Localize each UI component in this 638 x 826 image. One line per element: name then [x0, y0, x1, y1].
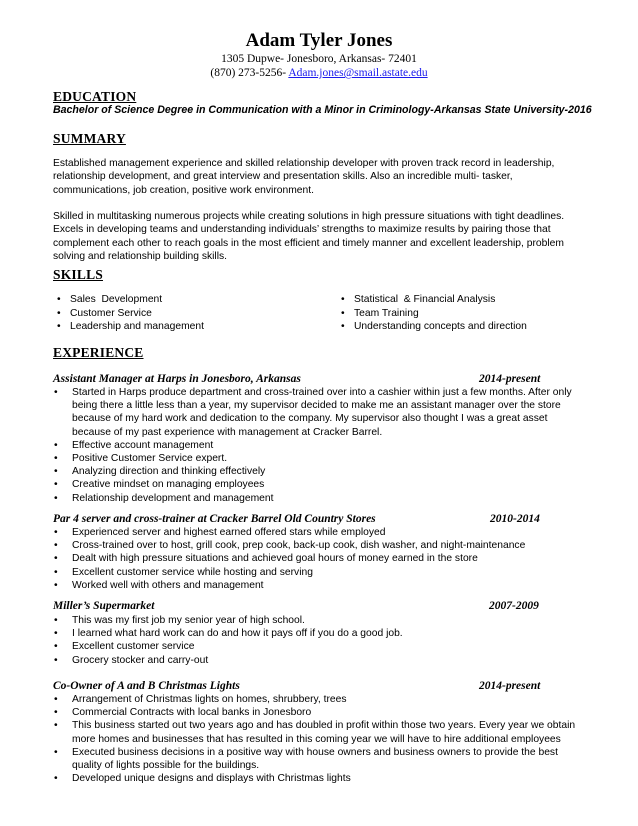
job-bullets — [53, 386, 588, 505]
bullet-item: • This business started out two years ago and has doubled in profit within those two years. Every year we obtain more homes and businesses that has resulted in this coming year we will have to hire additional employees — [53, 719, 588, 745]
skill-item: • Statistical & Financial Analysis — [339, 293, 527, 307]
bullet-item: • Effective account management — [53, 439, 588, 452]
job-years: 2010-2014 — [490, 513, 540, 525]
bullet-item: • Creative mindset on managing employees — [53, 478, 588, 491]
bullet-item: • Commercial Contracts with local banks in Jonesboro — [53, 706, 588, 719]
skill-item: • Leadership and management — [55, 320, 204, 334]
skills-list-right — [339, 293, 527, 334]
job-title: Co-Owner of A and B Christmas Lights — [53, 680, 240, 692]
summary-heading: SUMMARY — [53, 131, 126, 146]
summary-paragraph-1: Established management experience and skilled relationship developer with proven track record in leadership, relationship development, and great interview and presentation skills. Also an incredible multi- tasker, communications, job creation, positive work environment. — [53, 158, 555, 196]
bullet-item: • Positive Customer Service expert. — [53, 452, 588, 465]
experience-heading: EXPERIENCE — [53, 345, 144, 360]
bullet-item: • Cross-trained over to host, grill cook, prep cook, back-up cook, dish washer, and night-maintenance — [53, 539, 588, 552]
job-title: Assistant Manager at Harps in Jonesboro, Arkansas — [53, 373, 301, 385]
summary-paragraph-2: Skilled in multitasking numerous projects while creating solutions in high pressure situations with tight deadlines. Excels in developing teams and understanding individuals’ strengths to maximize results by pairing those that complement each other to reach goals in the most efficient and timely manner and excellent leadership, problem solving and relationship building skills. — [53, 211, 565, 263]
bullet-item: • Dealt with high pressure situations and achieved goal hours of money earned in the store — [53, 552, 588, 565]
bullet-item: • Relationship development and management — [53, 492, 588, 505]
skills-heading: SKILLS — [53, 267, 103, 282]
bullet-item: • Worked well with others and management — [53, 579, 588, 592]
bullet-item: • Executed business decisions in a positive way with house owners and business owners to provide the best quality of lights possible for the buildings. — [53, 746, 588, 772]
skill-item: • Sales Development — [55, 293, 204, 307]
address-line: 1305 Dupwe- Jonesboro, Arkansas- 72401 — [221, 53, 417, 65]
bullet-item: • Excellent customer service — [53, 640, 588, 653]
skills-list-left — [55, 293, 204, 334]
email-link[interactable]: Adam.jones@smail.astate.edu — [288, 67, 428, 79]
skill-item: • Understanding concepts and direction — [339, 320, 527, 334]
job-years: 2007-2009 — [489, 600, 539, 612]
skill-item: • Team Training — [339, 307, 527, 321]
bullet-item: • Developed unique designs and displays with Christmas lights — [53, 772, 588, 785]
job-years: 2014-present — [479, 373, 541, 385]
candidate-name: Adam Tyler Jones — [245, 30, 393, 51]
bullet-item: • Analyzing direction and thinking effectively — [53, 465, 588, 478]
education-heading: EDUCATION — [53, 89, 137, 104]
degree-line: Bachelor of Science Degree in Communication with a Minor in Criminology-Arkansas State University-2016 — [53, 104, 592, 116]
bullet-item: • Experienced server and highest earned offered stars while employed — [53, 526, 588, 539]
bullet-item: • Arrangement of Christmas lights on homes, shrubbery, trees — [53, 693, 588, 706]
bullet-item: • Started in Harps produce department and cross-trained over into a cashier within just a few months. After only being there a little less than a year, my supervisor decided to make me an assistant manager over the store because of my hard work and dedication to the company. My supervisor also thought I was a great asset because of my past experience with management at Cracker Barrel. — [53, 386, 588, 439]
contact-line — [0, 66, 638, 80]
bullet-item: • Excellent customer service while hosting and serving — [53, 566, 588, 579]
bullet-item: • I learned what hard work can do and how it pays off if you do a good job. — [53, 627, 588, 640]
job-title: Miller’s Supermarket — [53, 600, 155, 612]
job-bullets — [53, 693, 588, 785]
job-years: 2014-present — [479, 680, 541, 692]
skill-item: • Customer Service — [55, 307, 204, 321]
phone-number: (870) 273-5256- — [210, 67, 287, 79]
bullet-item: • Grocery stocker and carry-out — [53, 654, 588, 667]
job-bullets — [53, 526, 588, 592]
job-title: Par 4 server and cross-trainer at Cracker Barrel Old Country Stores — [53, 513, 376, 525]
job-bullets — [53, 614, 588, 667]
bullet-item: • This was my first job my senior year of high school. — [53, 614, 588, 627]
